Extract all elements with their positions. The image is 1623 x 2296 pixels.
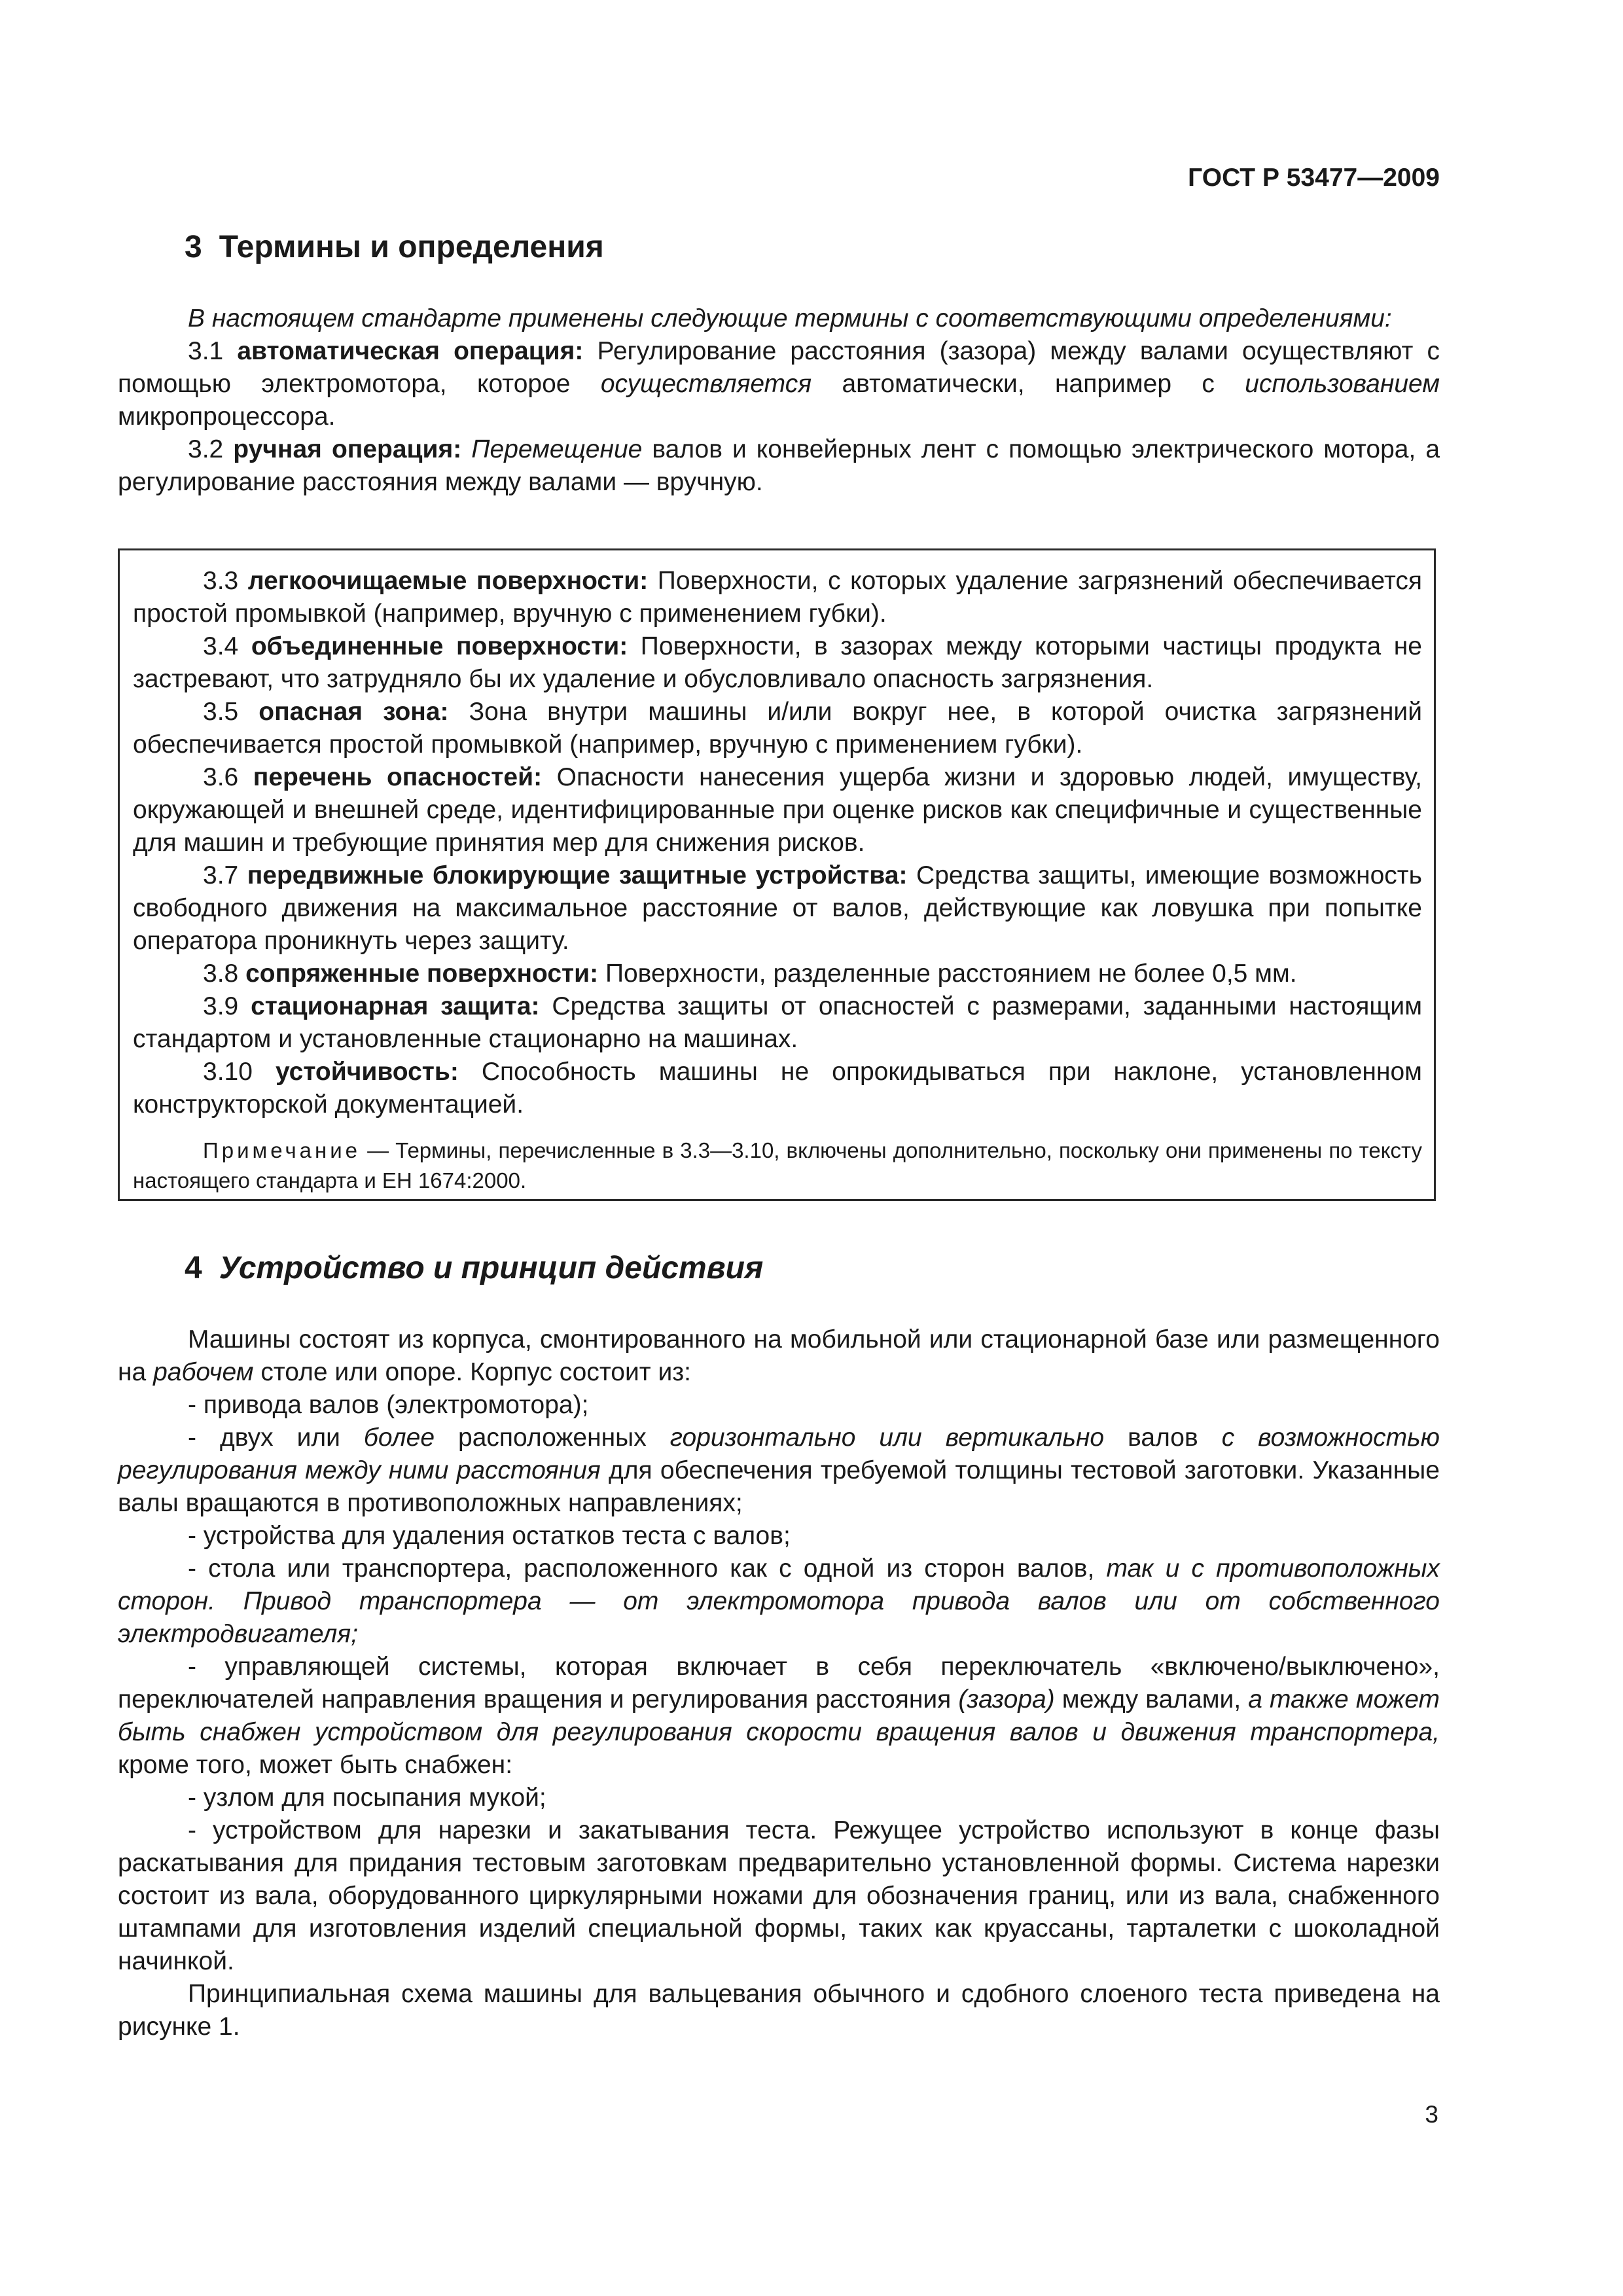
list-item: - управляющей системы, которая включает в себя переключатель «включено/выключено», переключателей направления вращения и регулирования расстояния (зазора) между валами, а также может быть снабжен устройством для регулирования скорости вращения валов и движения транспортера, кроме того, может быть снабжен: xyxy=(118,1653,1440,1779)
term-3-4: 3.4 объединенные поверхности: Поверхности, в зазорах между которыми частицы продукта не застревают, что затрудняло бы их удаление и обусловливало опасность загрязнения. xyxy=(133,632,1422,693)
term-3-1: 3.1 автоматическая операция: Регулирование расстояния (зазора) между валами осуществляют с помощью электромотора, которое осуществляется автоматически, например с использованием микропроцессора. xyxy=(118,337,1440,431)
note: Примечание — Термины, перечисленные в 3.3—3.10, включены дополнительно, поскольку они применены по тексту настоящего стандарта и ЕН 1674:2000. xyxy=(133,1138,1422,1193)
section-number: 4 xyxy=(185,1251,202,1285)
intro-paragraph: В настоящем стандарте применены следующие термины с соответствующими определениями: xyxy=(188,304,1392,332)
standard-code: ГОСТ Р 53477—2009 xyxy=(1188,164,1440,192)
note-label: Примечание xyxy=(203,1138,361,1162)
section-4-title xyxy=(185,1250,763,1286)
section-3-body xyxy=(118,302,1440,499)
section-3-title xyxy=(185,229,604,265)
paragraph: Принципиальная схема машины для вальцевания обычного и сдобного слоеного теста приведена на рисунке 1. xyxy=(118,1980,1440,2041)
section-number: 3 xyxy=(185,230,202,264)
section-heading: Устройство и принцип действия xyxy=(219,1251,764,1285)
section-4-body xyxy=(118,1323,1440,2043)
paragraph: Машины состоят из корпуса, смонтированного на мобильной или стационарной базе или размещенного на рабочем столе или опоре. Корпус состоит из: xyxy=(118,1325,1440,1386)
page-number: 3 xyxy=(1425,2101,1438,2128)
list-item: - двух или более расположенных горизонтально или вертикально валов с возможностью регулирования между ними расстояния для обеспечения требуемой толщины тестовой заготовки. Указанные валы вращаются в противоположных направлениях; xyxy=(118,1424,1440,1517)
list-item: - устройством для нарезки и закатывания теста. Режущее устройство используют в конце фазы раскатывания для придания тестовым заготовкам предварительно установленной формы. Система нарезки состоит из вала, оборудованного циркулярными ножами для обозначения границ, или из вала, снабженного штампами для изготовления изделий специальной формы, таких как круассаны, тарталетки с шоколадной начинкой. xyxy=(118,1816,1440,1975)
section-heading: Термины и определения xyxy=(219,230,604,264)
term-3-8: 3.8 сопряженные поверхности: Поверхности, разделенные расстоянием не более 0,5 мм. xyxy=(203,960,1297,988)
list-item: - стола или транспортера, расположенного как с одной из сторон валов, так и с противоположных сторон. Привод транспортера — от электромотора привода валов или от собственного электродвигателя; xyxy=(118,1554,1440,1648)
term-3-9: 3.9 стационарная защита: Средства защиты от опасностей с размерами, заданными настоящим стандартом и установленные стационарно на машинах. xyxy=(133,992,1423,1053)
term-3-7: 3.7 передвижные блокирующие защитные устройства: Средства защиты, имеющие возможность свободного движения на максимальное расстояние от валов, действующие как ловушка при попытке оператора проникнуть через защиту. xyxy=(133,861,1422,955)
term-3-10: 3.10 устойчивость: Способность машины не опрокидываться при наклоне, установленном конструкторской документацией. xyxy=(133,1058,1422,1119)
term-3-6: 3.6 перечень опасностей: Опасности нанесения ущерба жизни и здоровью людей, имуществу, окружающей и внешней среде, идентифицированные при оценке рисков как специфичные и существенные для машин и требующие принятия мер для снижения рисков. xyxy=(133,763,1422,857)
list-item: - узлом для посыпания мукой; xyxy=(188,1784,546,1812)
list-item: - устройства для удаления остатков теста с валов; xyxy=(188,1522,791,1550)
list-item: - привода валов (электромотора); xyxy=(188,1391,589,1419)
term-3-3: 3.3 легкоочищаемые поверхности: Поверхности, с которых удаление загрязнений обеспечивается простой промывкой (например, вручную с применением губки). xyxy=(133,567,1422,628)
additional-terms-box xyxy=(118,548,1436,1201)
term-3-5: 3.5 опасная зона: Зона внутри машины и/или вокруг нее, в которой очистка загрязнений обеспечивается простой промывкой (например, вручную с применением губки). xyxy=(133,698,1422,759)
term-3-2: 3.2 ручная операция: Перемещение валов и конвейерных лент с помощью электрического мотора, а регулирование расстояния между валами — вручную. xyxy=(118,435,1440,496)
